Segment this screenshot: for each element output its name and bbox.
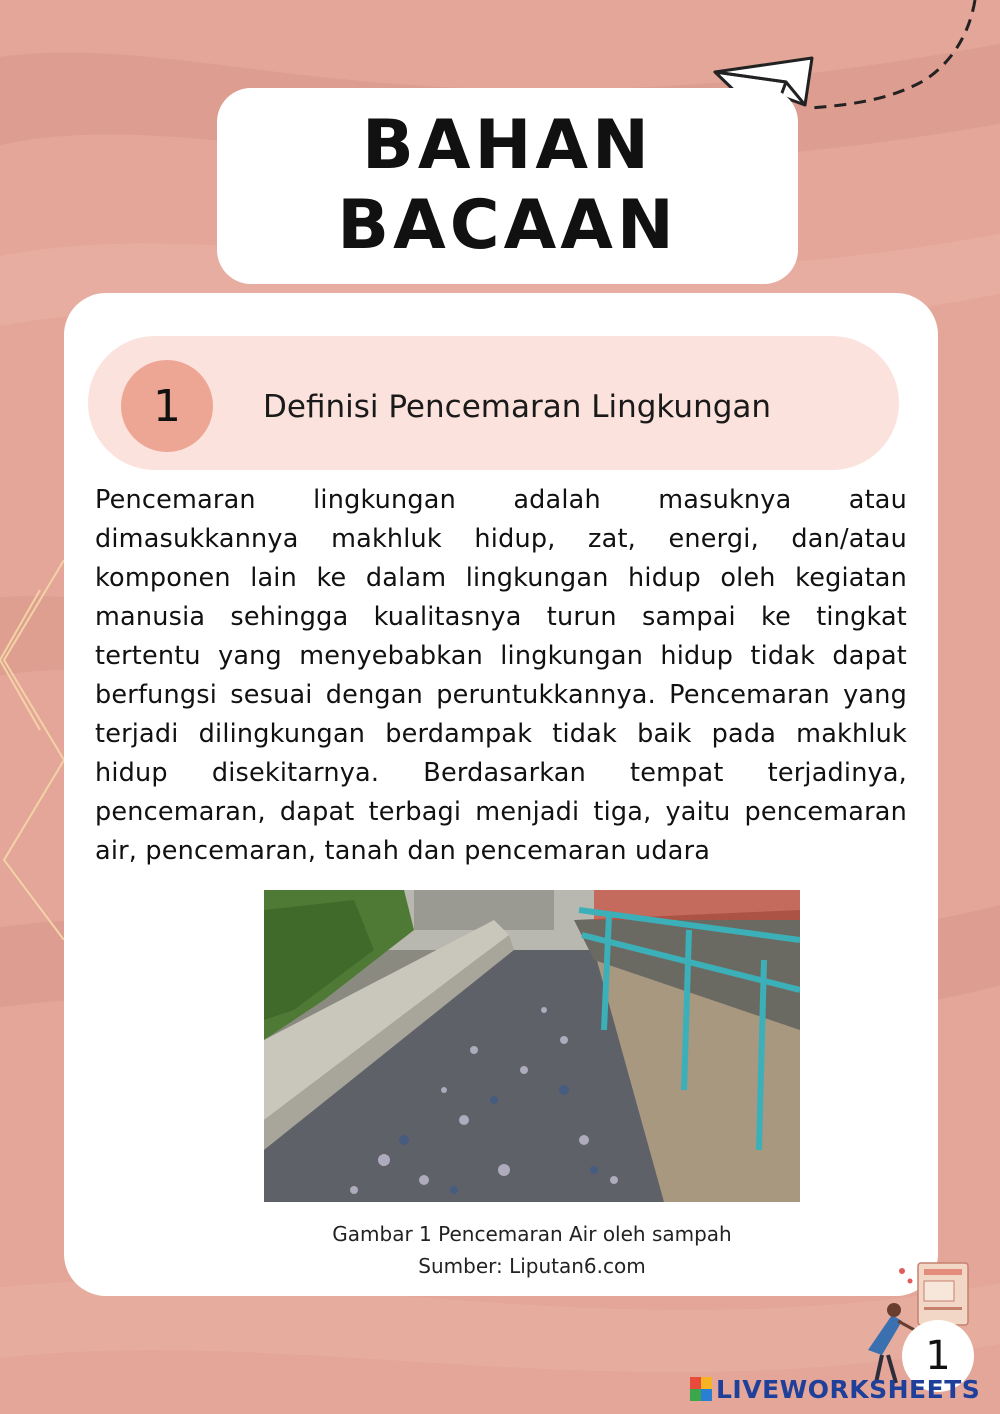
title-card	[217, 88, 798, 284]
liveworksheets-logo	[690, 1373, 980, 1405]
section-number-circle: 1	[121, 360, 213, 452]
figure-caption	[264, 1218, 800, 1282]
figure-caption-title: Gambar 1 Pencemaran Air oleh sampah	[332, 1222, 732, 1246]
page-number: 1	[902, 1320, 974, 1392]
title-line-2: BACAAN	[337, 186, 678, 265]
figure-caption-source: Sumber: Liputan6.com	[418, 1254, 646, 1278]
decorative-diamond-lines	[0, 540, 70, 940]
liveworksheets-logo-text: LIVEWORKSHEETS	[716, 1374, 981, 1404]
section-body-text: Pencemaran lingkungan adalah masuknya atau dimasukkannya makhluk hidup, zat, energi, dan/atau komponen lain ke dalam lingkungan hidup oleh kegiatan manusia sehingga kualitasnya turun sampai ke tingkat tertentu yang menyebabkan lingkungan hidup tidak dapat berfungsi sesuai dengan peruntukkannya. Pencemaran yang terjadi dilingkungan berdampak tidak baik pada makhluk hidup disekitarnya. Berdasarkan tempat terjadinya, pencemaran, dapat terbagi menjadi tiga, yaitu pencemaran air, pencemaran, tanah dan pencemaran udara	[95, 485, 907, 866]
title-line-1: BAHAN	[362, 106, 653, 185]
polluted-canal-photo	[264, 890, 800, 1202]
section-title: Definisi Pencemaran Lingkungan	[263, 389, 772, 425]
liveworksheets-badge-icon	[690, 1377, 712, 1401]
